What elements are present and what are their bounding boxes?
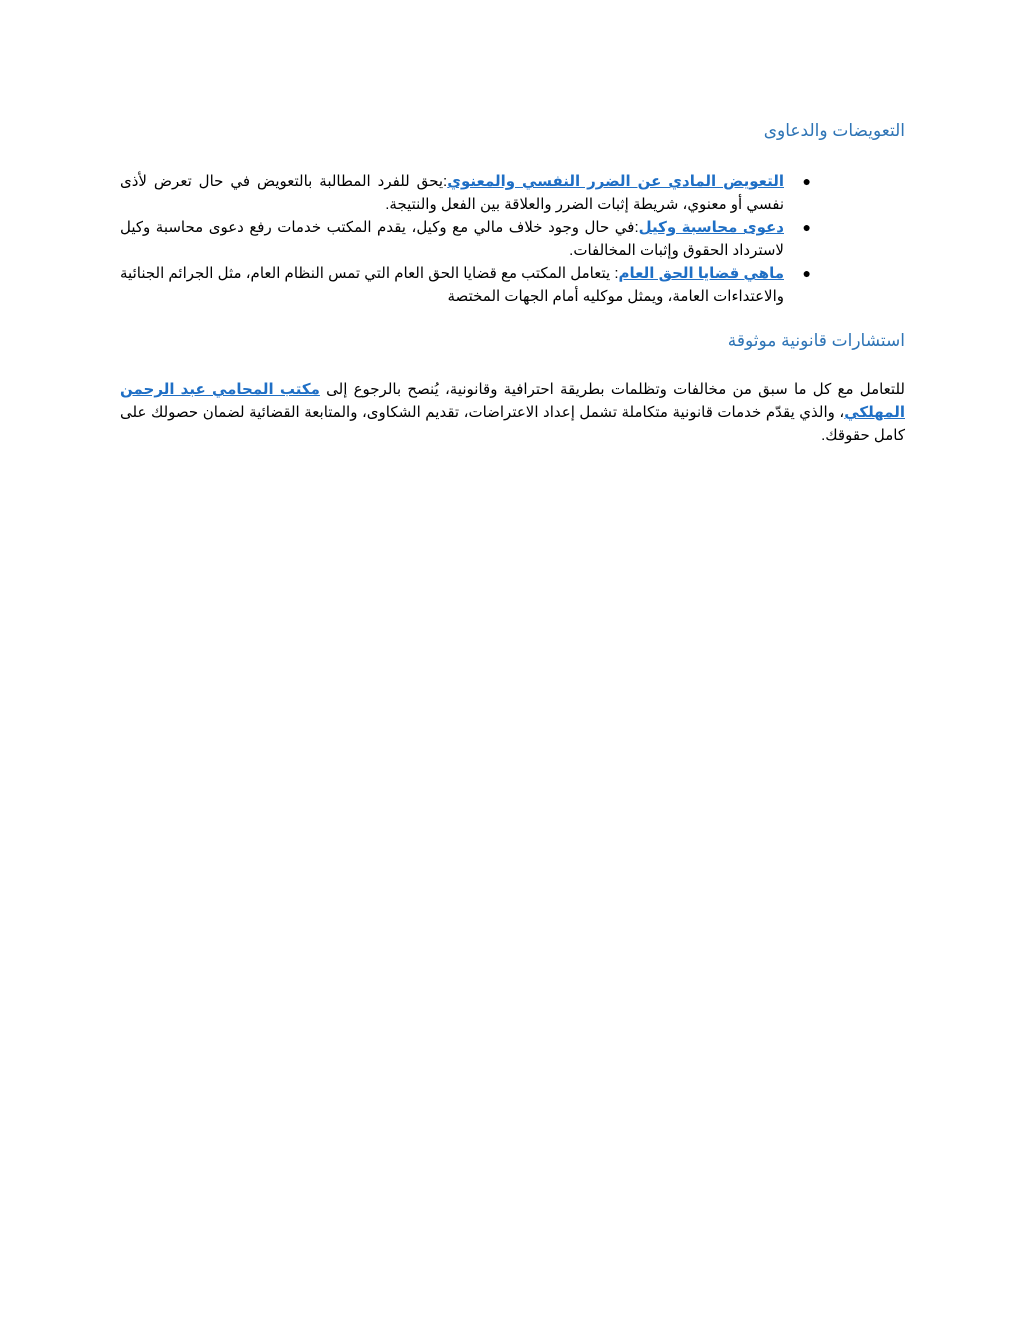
separator: : (443, 173, 448, 190)
law-office-link[interactable]: مكتب المحامي عبد الرحمن المهلكي (120, 381, 905, 421)
section-heading-consultations: استشارات قانونية موثوقة (727, 331, 905, 350)
public-right-cases-link[interactable]: ماهي قضايا الحق العام (618, 265, 784, 282)
item-text: يتعامل المكتب مع قضايا الحق العام التي تمس النظام العام، مثل الجرائم الجنائية والاعتداءات العامة، ويمثل موكليه أمام الجهات المختصة (120, 265, 784, 305)
paragraph-text-before: للتعامل مع كل ما سبق من مخالفات وتظلمات بطريقة احترافية وقانونية، يُنصح بالرجوع إلى (319, 381, 905, 398)
agent-accounting-link[interactable]: دعوى محاسبة وكيل (638, 219, 784, 236)
services-list (120, 170, 905, 308)
paragraph-text-after: ، والذي يقدّم خدمات قانونية متكاملة تشمل إعداد الاعتراضات، تقديم الشكاوى، والمتابعة القضائية لضمان حصولك على كامل حقوقك. (120, 404, 905, 444)
item-text: يحق للفرد المطالبة بالتعويض في حال تعرض لأذى نفسي أو معنوي، شريطة إثبات الضرر والعلاقة بين الفعل والنتيجة. (120, 173, 784, 213)
separator: : (634, 219, 639, 236)
bullet-icon: ● (802, 265, 811, 281)
list-item (120, 170, 905, 216)
list-item (120, 262, 905, 308)
section-heading-compensation: التعويضات والدعاوى (763, 121, 905, 140)
bullet-icon: ● (802, 173, 811, 189)
compensation-link[interactable]: التعويض المادي عن الضرر النفسي والمعنوي (447, 173, 784, 190)
document-page (120, 0, 905, 1325)
separator: : (610, 265, 619, 282)
item-text: في حال وجود خلاف مالي مع وكيل، يقدم المكتب خدمات رفع دعوى محاسبة وكيل لاسترداد الحقوق وإثبات المخالفات. (120, 219, 784, 259)
bullet-icon: ● (802, 219, 811, 235)
list-item (120, 216, 905, 262)
closing-paragraph (120, 378, 905, 447)
